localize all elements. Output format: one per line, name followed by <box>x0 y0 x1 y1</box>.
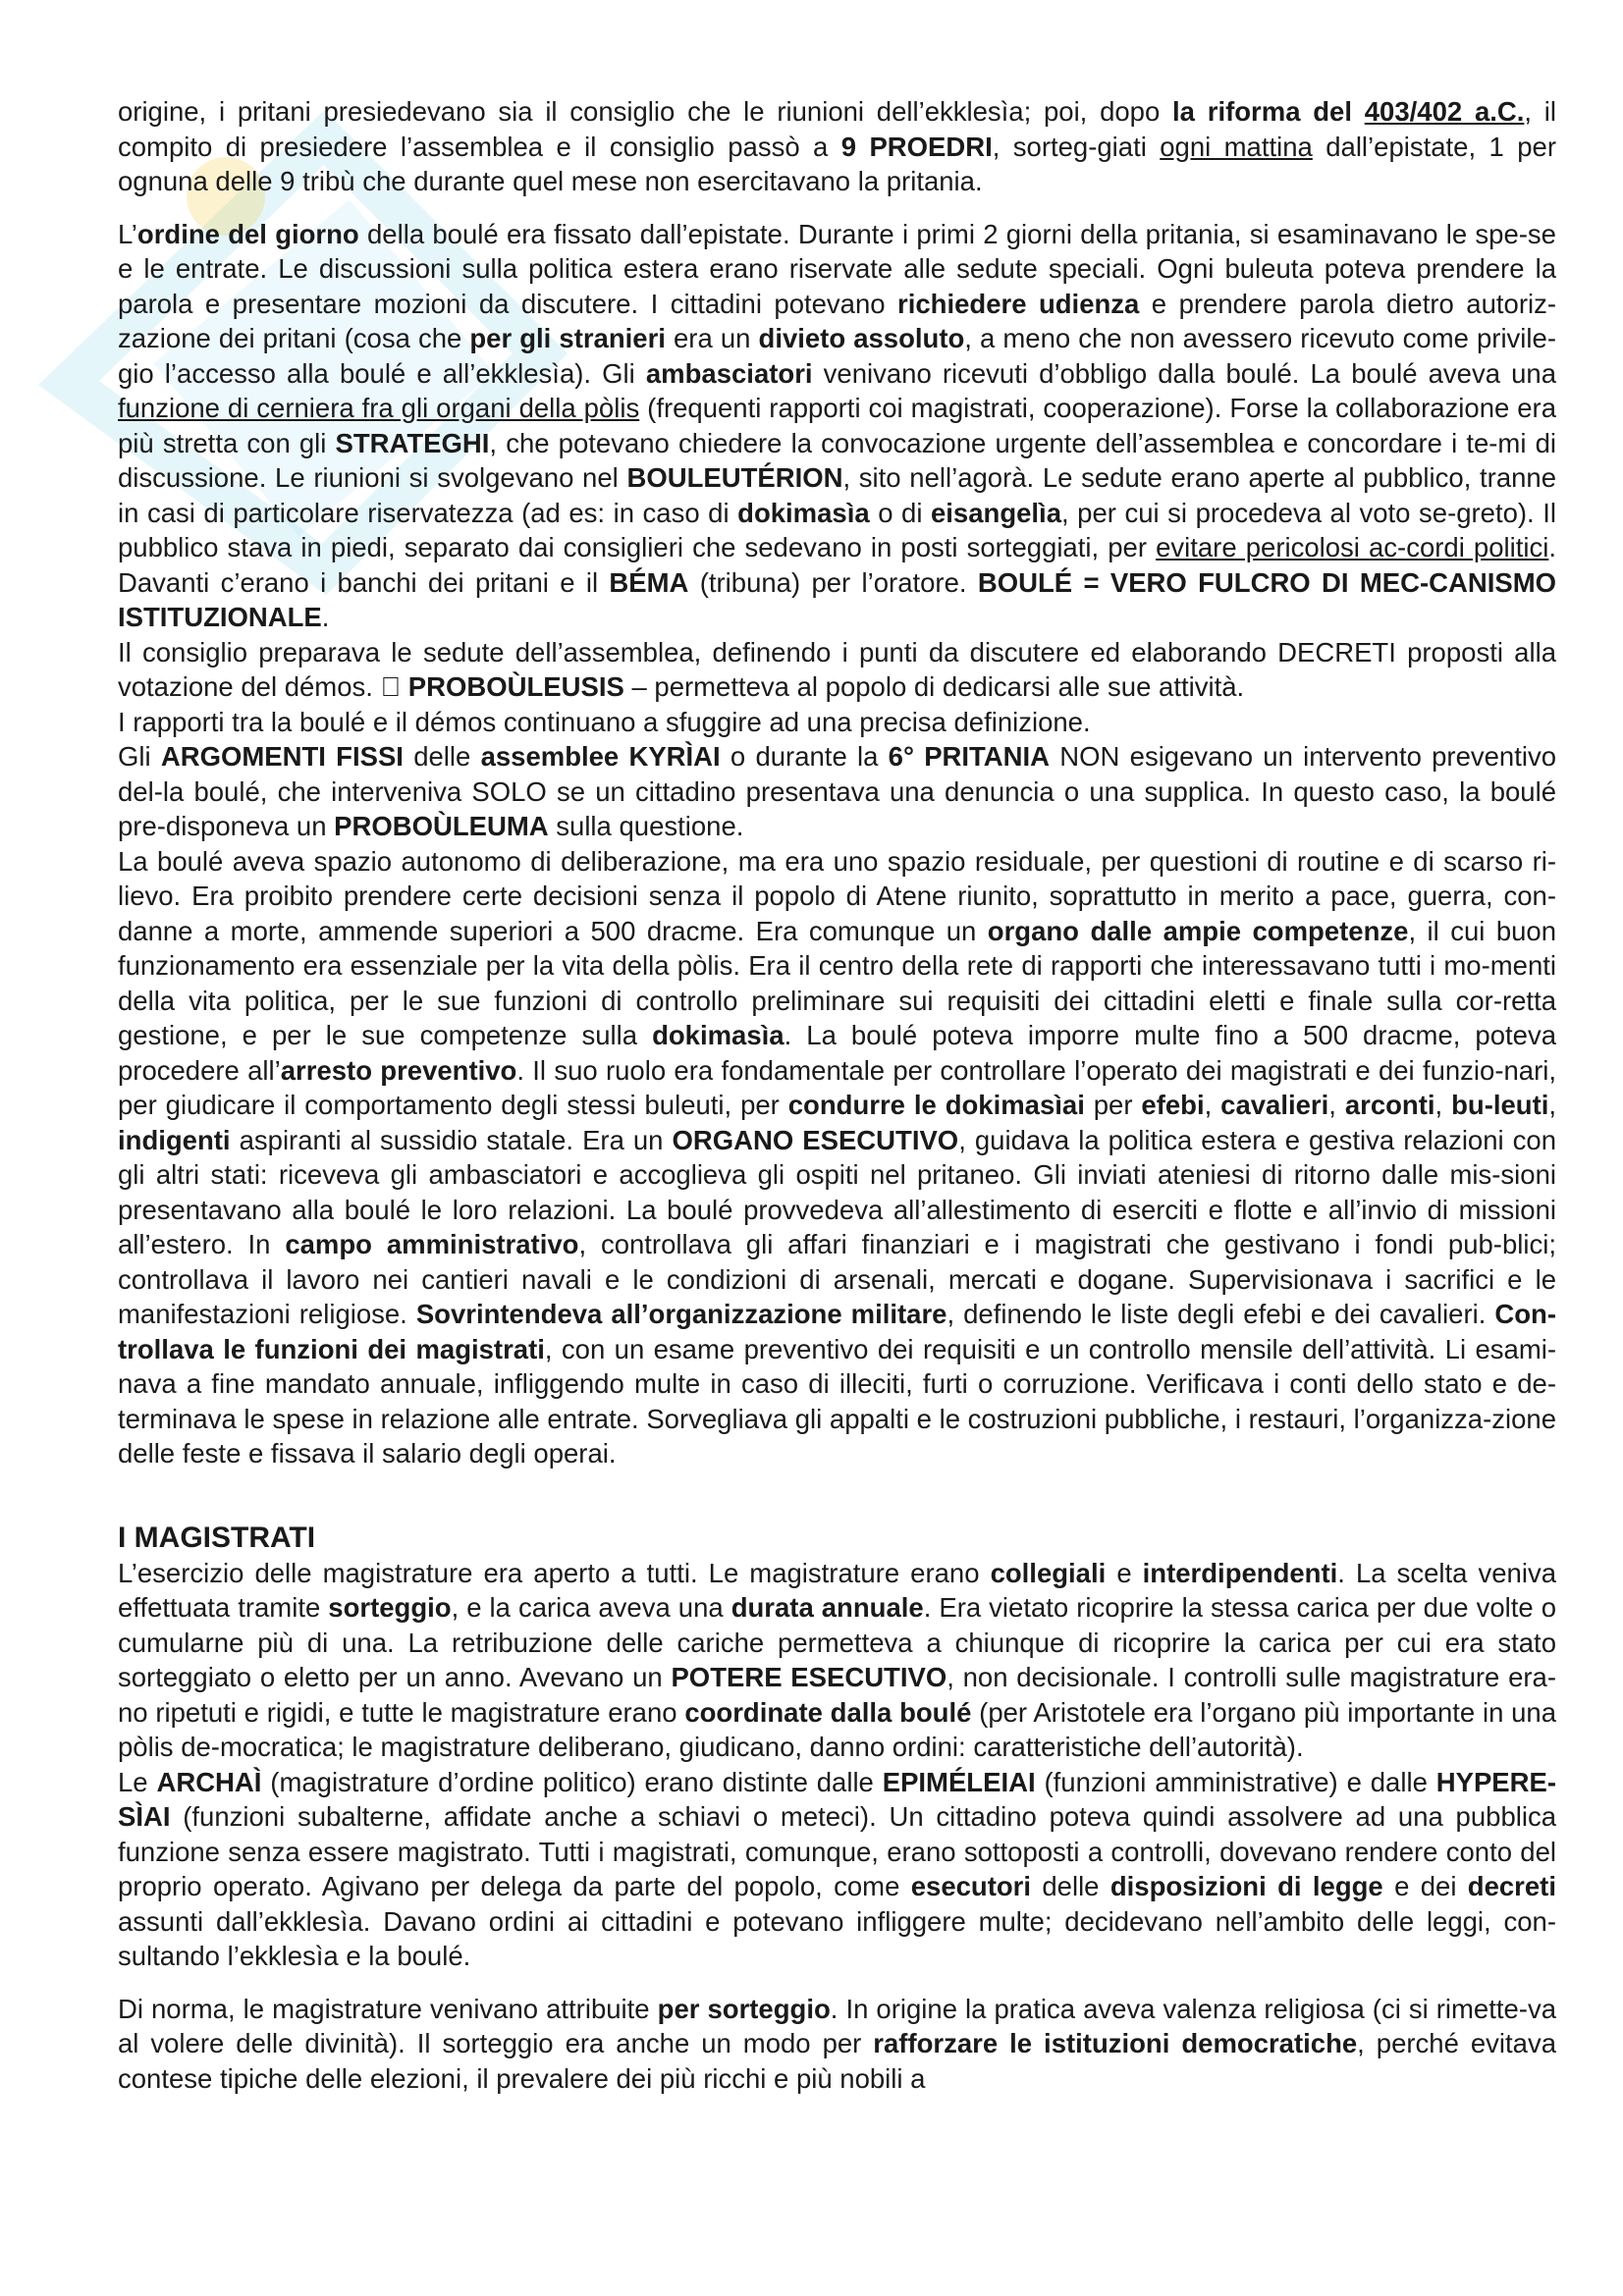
text-run: (frequenti rapporti coi magistrati, cooperazione). Forse la collaborazione era più stretta con gli <box>118 393 1556 458</box>
text-run: sulla questione. <box>548 811 744 841</box>
text-run: e prendere parola dietro autoriz-zazione dei pritani (cosa che <box>118 288 1556 353</box>
text-run: , perché evitava contese tipiche delle elezioni, il prevalere dei più ricchi e più nobili a <box>118 2028 1556 2094</box>
magistrati-paragraph-1 <box>118 1556 1556 1765</box>
text-run: BOULÉ = VERO FULCRO DI MEC-CANISMO ISTITUZIONALE <box>118 566 1556 632</box>
magistrati-paragraph-3 <box>118 1992 1556 2097</box>
text-run: HYPERE-SÌAI <box>118 1766 1556 1832</box>
text-run: La boulé aveva spazio autonomo di deliberazione, ma era uno spazio residuale, per questioni di routine e di scarso ri-lievo. Era proibito prendere certe decisioni senza il popolo di Atene riunito, soprattutto in merito a pace, guerra, con-danne a morte, ammende superiori a 500 dracme. Era comunque un <box>118 845 1556 946</box>
text-run: , e la carica aveva una <box>451 1592 731 1623</box>
text-run: , non decisionale. I controlli sulle magistrature era-no ripetuti e rigidi, e tutte le magistrature erano <box>118 1662 1557 1728</box>
text-run: BOULEUTÉRION <box>626 462 843 493</box>
text-run: era un <box>665 323 759 353</box>
text-run: dall’epistate, 1 per ognuna delle 9 tribù che durante quel mese non esercitavano la pritania. <box>118 131 1556 196</box>
text-run: – permetteva al popolo di dedicarsi alle sue attività. <box>596 671 1217 702</box>
text-run: , <box>1204 1090 1221 1120</box>
text-run: Gli <box>118 741 161 772</box>
paragraph-5 <box>118 739 1556 844</box>
text-run: , guidava la politica estera e gestiva relazioni con gli altri stati: riceveva gli ambasciatori e accoglieva gli ospiti nel pritaneo. Gli inviati ateniesi di ritorno dalle mis-sioni presentavano alla boulé le loro relazioni. La boulé provvedeva all’allestimento di eserciti e flotte e all’invio di missioni all’estero. In <box>118 1124 1556 1259</box>
text-run: indigenti <box>118 1124 231 1155</box>
text-run: della boulé era fissato dall’epistate. Durante i primi 2 giorni della pritania, si esaminavano le spe-se e le entrate. Le discussioni sulla politica estera erano riservate alle sedute speciali. Ogni buleuta poteva prendere la parola e presentare mozioni da discutere. I cittadini potevano <box>118 218 1556 319</box>
text-run: . Era vietato ricoprire la stessa carica per due volte o cumularne più di una. La retribuzione delle cariche permetteva a chiunque di ricoprire la carica per cui era stato sorteggiato o eletto per un anno. Avevano un <box>118 1592 1556 1692</box>
text-run: efebi <box>1141 1090 1205 1120</box>
text-run: Sovrintendeva all’organizzazione militare <box>415 1299 947 1329</box>
text-run: , <box>1328 1090 1345 1120</box>
document-body <box>118 94 1556 2096</box>
text-run: . Davanti c’erano i banchi dei pritani e il <box>118 532 1556 598</box>
text-run: evitare pericolosi ac-cordi politici <box>1156 532 1549 562</box>
text-run: STRATEGHI <box>335 427 490 458</box>
text-run: Con-trollava le funzioni dei magistrati <box>118 1299 1556 1364</box>
text-run: . In origine la pratica aveva valenza religiosa (ci si rimette-va al volere delle divinità). Il sorteggio era anche un modo per <box>118 1993 1557 2058</box>
text-run: PROBOÙLEUMA <box>334 811 549 841</box>
text-run: I rapporti tra la boulé e il démos continuano a sfuggire ad una precisa definizione. <box>118 706 1091 737</box>
text-run: ORGANO ESECUTIVO <box>672 1124 959 1155</box>
text-run: L’ <box>118 218 137 249</box>
text-run: campo amministrativo <box>285 1229 579 1259</box>
text-run: 403/402 a.C. <box>1364 96 1525 127</box>
text-run: cavalieri <box>1220 1090 1329 1120</box>
text-run: (funzioni subalterne, affidate anche a schiavi o meteci). Un cittadino poteva quindi assolvere ad una pubblica funzione senza essere magistrato. Tutti i magistrati, comunque, erano sottoposti a controlli, dovevano rendere conto del proprio operato. Agivano per delega da parte del popolo, come <box>118 1801 1556 1901</box>
text-run: funzione di cerniera fra gli organi della pòlis <box>118 393 640 423</box>
paragraph-1 <box>118 94 1556 199</box>
text-run: ordine del giorno <box>136 218 359 249</box>
text-run: aspiranti al sussidio statale. Era un <box>230 1124 673 1155</box>
text-run: e dei <box>1382 1871 1468 1901</box>
text-run: interdipendenti <box>1142 1557 1338 1588</box>
text-run: . La scelta veniva effettuata tramite <box>118 1557 1557 1623</box>
section-title: I MAGISTRATI <box>118 1521 316 1554</box>
text-run: , definendo le liste degli efebi e dei cavalieri. <box>947 1299 1495 1329</box>
text-run: dokimasìa <box>737 497 870 528</box>
text-run: BÉMA <box>609 566 689 598</box>
text-run: , con un esame preventivo dei requisiti e un controllo mensile dell’attività. Li esami-nava a fine mandato annuale, infliggendo multe in caso di illeciti, furti o corruzione. Verificava i conti dello stato e de-terminava le spese in relazione alle entrate. Sorvegliava gli appalti e le costruzioni pubbliche, i restauri, l’organizza-zione delle feste e fissava il salario degli operai. <box>118 1333 1556 1468</box>
text-run: POTERE ESECUTIVO <box>671 1662 947 1692</box>
text-run: delle <box>403 741 481 772</box>
text-run: divieto assoluto <box>758 323 965 353</box>
text-run: venivano ricevuti d’obbligo dalla boulé. La boulé aveva una <box>812 357 1556 389</box>
text-run: , <box>1434 1090 1452 1120</box>
text-run: o di <box>869 497 931 528</box>
text-run: Il consiglio preparava le sedute dell’assemblea, definendo i punti da discutere ed elaborando DECRETI proposti alla votazione del démos. <box>118 636 1556 702</box>
magistrati-paragraph-2 <box>118 1765 1556 1974</box>
text-run: durata annuale <box>730 1592 924 1623</box>
text-run: Le <box>118 1766 157 1797</box>
text-run: Di norma, le magistrature venivano attribuite <box>118 1993 658 2024</box>
text-run: collegiali <box>990 1557 1107 1588</box>
text-run: assunti dall’ekklesìa. Davano ordini ai cittadini e potevano infliggere multe; decidevano nell’ambito delle leggi, con-sultando l’ekklesìa e la boulé. <box>118 1905 1556 1971</box>
text-run: ambasciatori <box>645 357 813 389</box>
text-run: richiedere udienza <box>897 288 1140 319</box>
paragraph-3 <box>118 635 1556 705</box>
text-run: rafforzare le istituzioni democratiche <box>873 2028 1358 2058</box>
text-run: (tribuna) per l’oratore. <box>688 566 978 598</box>
text-run: eisangelìa <box>931 497 1061 528</box>
paragraph-2 <box>118 217 1556 635</box>
text-run: PROBOÙLEUSIS <box>380 671 597 702</box>
text-run: la riforma del <box>1172 96 1365 127</box>
text-run: L’esercizio delle magistrature era aperto a tutti. Le magistrature erano <box>118 1557 991 1588</box>
text-run: o durante la <box>720 741 889 772</box>
text-run: (per Aristotele era l’organo più importante in una pòlis de-mocratica; le magistrature deliberano, giudicano, danno ordini: caratteristiche dell’autorità). <box>118 1696 1556 1762</box>
text-run: . Il suo ruolo era fondamentale per controllare l’operato dei magistrati e dei funzio-nari, per giudicare il comportamento degli stessi buleuti, per <box>118 1054 1556 1120</box>
text-run: (magistrature d’ordine politico) erano distinte dalle <box>261 1766 883 1797</box>
text-run: per gli stranieri <box>469 323 666 353</box>
text-run: , sorteg-giati <box>992 131 1161 162</box>
text-run: e <box>1106 1557 1143 1588</box>
text-run: delle <box>1031 1871 1110 1901</box>
text-run: , a meno che non avessero ricevuto come privile-gio l’accesso alla boulé e all’ekklesìa). Gli <box>118 323 1556 389</box>
text-run: 6° PRITANIA <box>888 741 1051 772</box>
text-run: arresto preventivo <box>280 1054 517 1086</box>
text-run: ogni mattina <box>1160 131 1313 162</box>
text-run: 9 PROEDRI <box>840 131 993 162</box>
text-run: coordinate dalla boulé <box>684 1696 972 1728</box>
text-run: (funzioni amministrative) e dalle <box>1035 1766 1436 1797</box>
text-run: sorteggio <box>328 1592 452 1623</box>
text-run: ARGOMENTI FISSI <box>160 741 404 772</box>
text-run: . La boulé poteva imporre multe fino a 500 dracme, poteva procedere all’ <box>118 1020 1556 1086</box>
text-run: origine, i pritani presiedevano sia il consiglio che le riunioni dell’ekklesìa; poi, dopo <box>118 96 1173 127</box>
text-run: , controllava gli affari finanziari e i magistrati che gestivano i fondi pub-blici; controllava il lavoro nei cantieri navali e le condizioni di arsenali, mercati e dogane. Supervisionava i sacrifici e le manifestazioni religiose. <box>118 1229 1556 1329</box>
paragraph-6 <box>118 844 1556 1471</box>
text-run: organo dalle ampie competenze <box>987 915 1409 946</box>
text-run: dokimasìa <box>652 1020 784 1050</box>
text-run: , sito nell’agorà. Le sedute erano aperte al pubblico, tranne in casi di particolare riservatezza (ad es: in caso di <box>118 462 1557 528</box>
text-run: bu-leuti <box>1451 1090 1549 1120</box>
text-run: condurre le dokimasìai <box>787 1090 1085 1120</box>
text-run: , il cui buon funzionamento era essenziale per la vita della pòlis. Era il centro della rete di rapporti che interessavano tutti i mo-menti della vita politica, per le sue funzioni di controllo preliminare sui requisiti dei cittadini eletti e finale sulla cor-retta gestione, e per le sue competenze sulla <box>118 915 1556 1050</box>
text-run: per sorteggio <box>657 1993 831 2024</box>
text-run: , per cui si procedeva al voto se-greto). Il pubblico stava in piedi, separato dai consiglieri che sedevano in posti sorteggiati, per <box>118 497 1556 562</box>
text-run: , che potevano chiedere la convocazione urgente dell’assemblea e concordare i te-mi di discussione. Le riunioni si svolgevano nel <box>118 427 1556 493</box>
text-run: , <box>1548 1090 1557 1120</box>
text-run: esecutori <box>910 1871 1032 1901</box>
text-run: assemblee KYRÌAI <box>480 741 721 772</box>
text-run: disposizioni di legge <box>1109 1871 1383 1901</box>
text-run: arconti <box>1344 1090 1435 1120</box>
text-run: NON esigevano un intervento preventivo del-la boulé, che interveniva SOLO se un cittadino presentava una denuncia o una supplica. In questo caso, la boulé pre-disponeva un <box>118 741 1557 841</box>
text-run: ARCHAÌ <box>156 1766 262 1797</box>
paragraph-4 <box>118 705 1556 740</box>
text-run: per <box>1084 1090 1142 1120</box>
text-run: EPIMÉLEIAI <box>882 1766 1036 1797</box>
text-run: , il compito di presiedere l’assemblea e il consiglio passò a <box>118 96 1557 162</box>
text-run: decreti <box>1467 1871 1556 1901</box>
text-run: . <box>321 602 330 632</box>
